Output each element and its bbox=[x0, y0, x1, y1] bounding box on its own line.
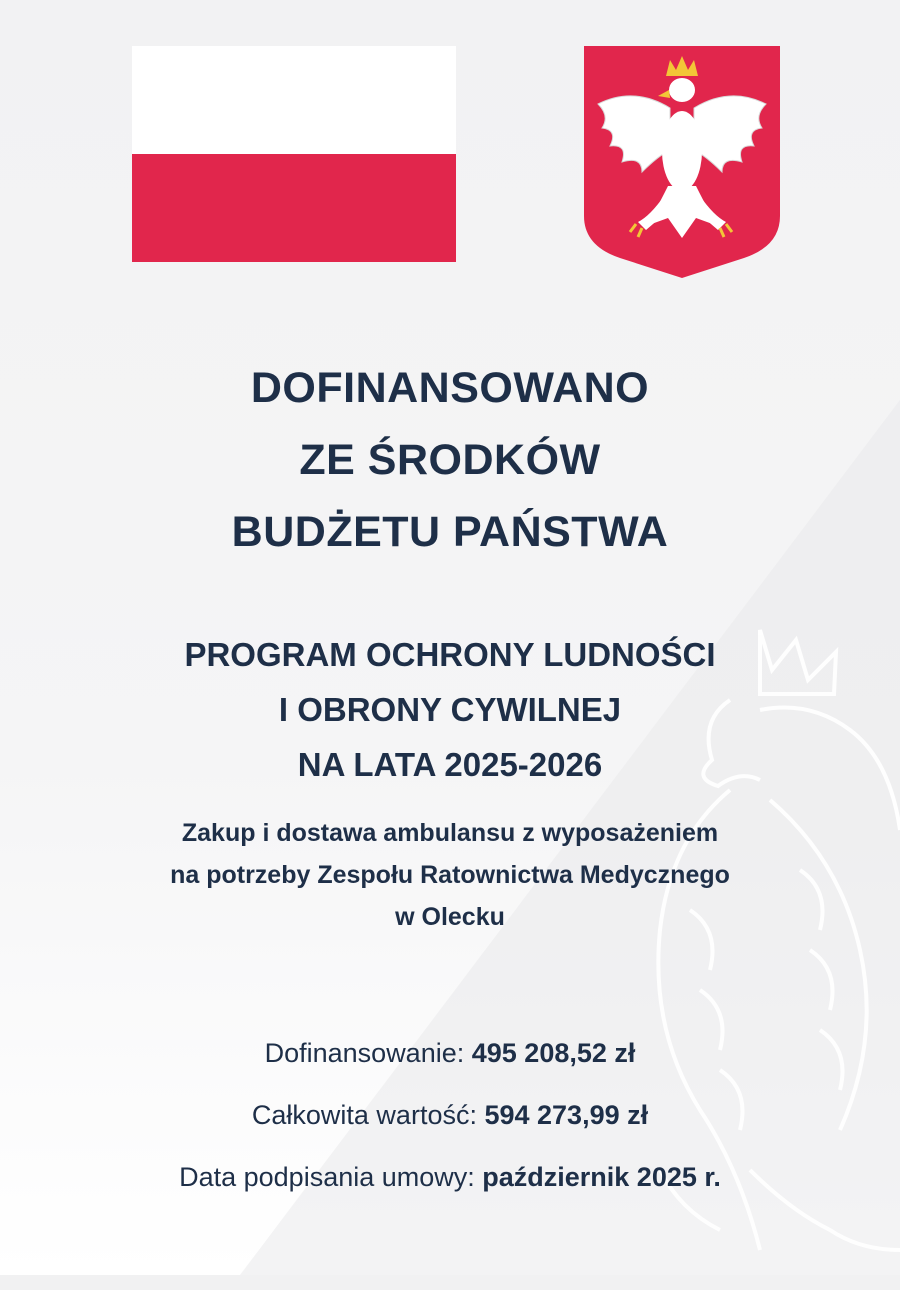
task-description bbox=[0, 812, 900, 938]
program-title bbox=[0, 627, 900, 792]
program-line-2: I OBRONY CYWILNEJ bbox=[278, 691, 622, 728]
headline-line-3: BUDŻETU PAŃSTWA bbox=[231, 508, 669, 556]
flag-red-stripe bbox=[132, 154, 456, 262]
total-value-value: 594 273,99 zł bbox=[484, 1100, 649, 1130]
polish-flag-icon bbox=[132, 46, 456, 262]
signing-date-value: październik 2025 r. bbox=[482, 1162, 721, 1192]
signing-date-label: Data podpisania umowy: bbox=[179, 1162, 483, 1192]
task-line-2: na potrzeby Zespołu Ratownictwa Medycznego bbox=[170, 861, 730, 889]
program-line-3: NA LATA 2025-2026 bbox=[297, 746, 603, 783]
total-value-row bbox=[0, 1100, 900, 1130]
main-headline bbox=[0, 352, 900, 568]
task-line-3: w Olecku bbox=[395, 903, 505, 931]
funding-value: 495 208,52 zł bbox=[471, 1038, 636, 1068]
signing-date-row bbox=[0, 1162, 900, 1192]
headline-line-2: ZE ŚRODKÓW bbox=[299, 436, 601, 484]
total-value-label: Całkowita wartość: bbox=[251, 1100, 485, 1130]
headline-line-1: DOFINANSOWANO bbox=[250, 364, 650, 412]
flag-white-stripe bbox=[132, 46, 456, 154]
funding-amount-row bbox=[0, 1038, 900, 1068]
funding-label: Dofinansowanie: bbox=[264, 1038, 472, 1068]
program-line-1: PROGRAM OCHRONY LUDNOŚCI bbox=[184, 636, 716, 673]
polish-eagle-emblem-icon bbox=[584, 46, 780, 278]
task-line-1: Zakup i dostawa ambulansu z wyposażeniem bbox=[181, 819, 719, 847]
